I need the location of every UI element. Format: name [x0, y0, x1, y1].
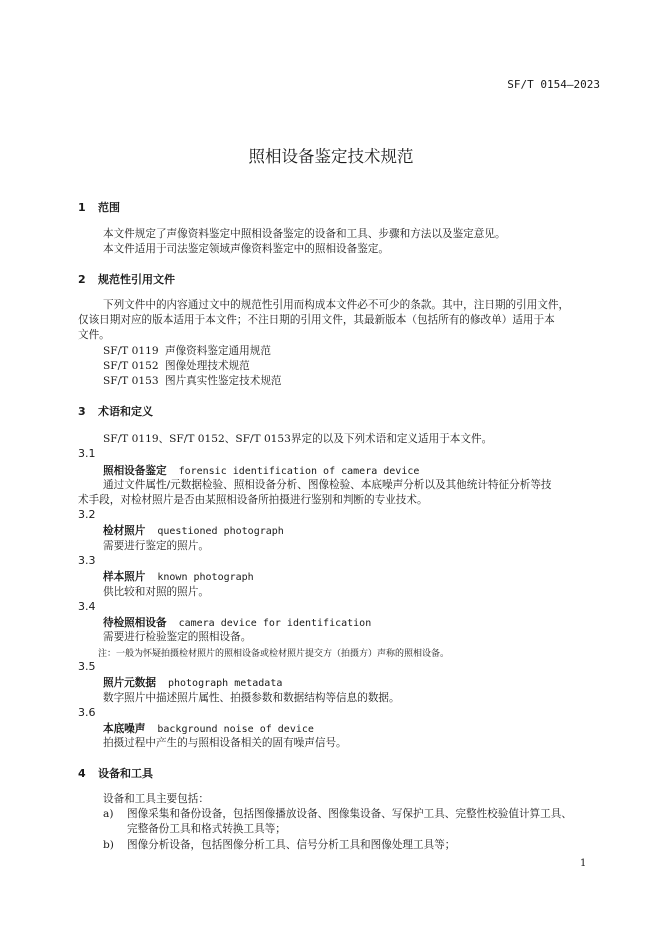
list-label: b): [103, 839, 114, 851]
reference-code: SF/T 0119: [103, 345, 159, 357]
term-definition-line: 通过文件属性/元数据检验、照相设备分析、图像检验、本底噪声分析以及其他统计特征分析等技: [103, 479, 552, 491]
term-en: forensic identification of camera device: [178, 466, 420, 477]
document-code: SF/T 0154—2023: [507, 78, 600, 91]
paragraph-line: 下列文件中的内容通过文中的规范性引用而构成本文件必不可少的条款。其中，注日期的引用文件，: [103, 299, 570, 311]
reference-code: SF/T 0153: [103, 375, 159, 387]
list-item: [103, 838, 455, 853]
term-definition-line: 需要进行鉴定的照片。: [103, 540, 209, 552]
term-cn: 样本照片: [103, 571, 146, 583]
paragraph: 本文件规定了声像资料鉴定中照相设备鉴定的设备和工具、步骤和方法以及鉴定意见。: [103, 228, 506, 240]
term-number: 3.4: [78, 600, 96, 613]
section-title: 设备和工具: [98, 767, 153, 780]
term-number: 3.2: [78, 508, 96, 521]
term-en: photograph metadata: [167, 678, 283, 689]
reference-item: [103, 359, 250, 374]
section-number: 3: [78, 405, 86, 418]
list-text: 图像采集和备份设备，包括图像播放设备、图像集设备、写保护工具、完整性校验值计算工具、: [127, 808, 572, 820]
paragraph: SF/T 0119、SF/T 0152、SF/T 0153界定的以及下列术语和定义适用于本文件。: [103, 433, 493, 445]
section-title: 规范性引用文件: [98, 273, 175, 286]
paragraph-line: 仅该日期对应的版本适用于本文件；不注日期的引用文件，其最新版本（包括所有的修改单）适用于本: [78, 314, 555, 326]
reference-name: 声像资料鉴定通用规范: [165, 345, 271, 357]
term-heading: [103, 523, 284, 538]
reference-item: [103, 344, 271, 359]
term-note: 注：一般为怀疑拍摄检材照片的照相设备或检材照片提交方（拍摄方）声称的照相设备。: [98, 649, 450, 659]
list-text: 图像分析设备，包括图像分析工具、信号分析工具和图像处理工具等；: [127, 839, 456, 851]
term-heading: [103, 569, 254, 584]
term-definition-line: 拍摄过程中产生的与照相设备相关的固有噪声信号。: [103, 737, 347, 749]
term-number: 3.1: [78, 447, 96, 460]
term-cn: 检材照片: [103, 525, 146, 537]
section-title: 术语和定义: [98, 405, 153, 418]
term-cn: 照片元数据: [103, 677, 156, 689]
page-number: 1: [580, 858, 587, 869]
term-cn: 本底噪声: [103, 723, 146, 735]
term-cn: 待检照相设备: [103, 617, 167, 629]
list-text-continuation: 完整备份工具和格式转换工具等；: [127, 823, 286, 835]
term-en: camera device for identification: [178, 618, 372, 629]
term-heading: [103, 675, 282, 690]
term-en: known photograph: [157, 572, 254, 583]
reference-name: 图片真实性鉴定技术规范: [165, 375, 282, 387]
section-number: 1: [78, 201, 86, 214]
section-heading-equipment: [78, 765, 153, 781]
section-number: 2: [78, 273, 86, 286]
term-number: 3.5: [78, 660, 96, 673]
term-en: questioned photograph: [157, 526, 284, 537]
section-heading-terms: [78, 403, 153, 419]
term-heading: [103, 463, 419, 478]
reference-name: 图像处理技术规范: [165, 360, 250, 372]
section-title: 范围: [98, 201, 120, 214]
list-label: a): [103, 808, 114, 820]
paragraph: 本文件适用于司法鉴定领域声像资料鉴定中的照相设备鉴定。: [103, 243, 390, 255]
term-heading: [103, 721, 314, 736]
term-heading: [103, 615, 371, 630]
term-en: background noise of device: [157, 724, 314, 735]
section-number: 4: [78, 767, 86, 780]
term-number: 3.3: [78, 554, 96, 567]
reference-code: SF/T 0152: [103, 360, 159, 372]
term-definition-line: 供比较和对照的照片。: [103, 586, 209, 598]
list-item: [103, 807, 572, 822]
term-definition-line: 数字照片中描述照片属性、拍摄参数和数据结构等信息的数据。: [103, 692, 400, 704]
term-definition-line: 需要进行检验鉴定的照相设备。: [103, 631, 252, 643]
section-heading-scope: [78, 199, 120, 215]
document-title: 照相设备鉴定技术规范: [248, 147, 414, 166]
paragraph-line: 文件。: [78, 329, 110, 341]
term-definition-line: 术手段，对检材照片是否由某照相设备所拍摄进行鉴别和判断的专业技术。: [78, 494, 428, 506]
paragraph: 设备和工具主要包括：: [103, 793, 209, 805]
reference-item: [103, 374, 282, 389]
term-cn: 照相设备鉴定: [103, 465, 167, 477]
section-heading-normative-references: [78, 271, 175, 287]
term-number: 3.6: [78, 706, 96, 719]
